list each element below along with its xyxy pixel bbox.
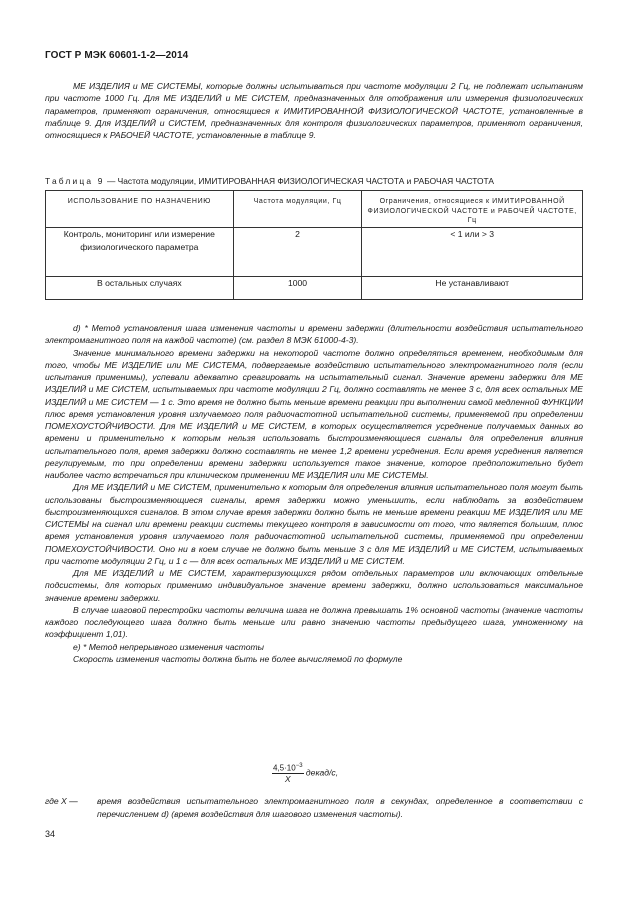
table-row	[46, 228, 583, 277]
body-text	[45, 322, 583, 665]
paragraph-sweep-rate: Скорость изменения частоты должна быть не более вычисляемой по формуле	[73, 653, 403, 664]
paragraph-step-size: В случае шаговой перестройки частоты величина шага не должна превышать 1% основной частоты (значение частоты каждого последующего шага должно быть меньше или равно значению частоты предыдущего шага, умноженному на коэффициент 1,01).	[45, 604, 583, 640]
paragraph-method-d: d) * Метод установления шага изменения частоты и времени задержки (длительности воздействия испытательного электромагнитного поля на каждой частоте) (см. раздел 8 МЭК 61000-4-3).	[45, 323, 583, 346]
table-caption	[45, 176, 585, 186]
paragraph-fast-signals: Для МЕ ИЗДЕЛИЙ и МЕ СИСТЕМ, применительно к которым для определения влияния испытательного поля могут быть использованы быстроизменяющиеся сигналы, время задержки можно уменьшить, если наблюдать за воздействием быстроизменяющихся сигналов. В этом случае время задержки должно быть не меньше времени реакции МЕ ИЗДЕЛИЯ или МЕ СИСТЕМЫ на сигнал или времени реакции системы текущего контроля в зависимости от того, что является большим, плюс время установления уровня излучаемого поля радиочастотной испытательной системы, применяемой при определении ПОМЕХОУСТОЙЧИВОСТИ. Оно ни в коем случае не должно быть меньше 3 с для МЕ ИЗДЕЛИЙ и МЕ СИСТЕМ, испытываемых при частоте модуляции 2 Гц, и 1 с — для всех остальных МЕ ИЗДЕЛИЙ и МЕ СИСТЕМ.	[45, 482, 583, 566]
formula-unit: декад/с,	[303, 767, 339, 778]
where-text: время воздействия испытательного электромагнитного поля в секундах, определенное в соответствии с перечислением d) (время воздействия для шагового изменения частоты).	[97, 796, 583, 819]
table-header-row	[46, 191, 583, 228]
formula-mantissa: 4,5·10	[273, 763, 296, 773]
where-label: где X —	[45, 796, 78, 806]
table-9	[45, 190, 583, 300]
table-caption-label: Таблица 9	[45, 176, 105, 186]
header-purpose: ИСПОЛЬЗОВАНИЕ ПО НАЗНАЧЕНИЮ	[46, 191, 234, 228]
table-caption-text: — Частота модуляции, ИМИТИРОВАННАЯ ФИЗИОЛОГИЧЕСКАЯ ЧАСТОТА и РАБОЧАЯ ЧАСТОТА	[104, 176, 494, 186]
formula-denominator: X	[284, 773, 291, 784]
formula-numerator	[272, 763, 304, 774]
cell-restrictions: Не устанавливают	[362, 277, 583, 300]
sweep-rate-formula	[272, 763, 338, 784]
cell-purpose: Контроль, мониторинг или измерение физиологического параметра	[46, 228, 234, 277]
formula-fraction	[272, 763, 304, 784]
intro-text	[45, 80, 583, 141]
standard-header: ГОСТ Р МЭК 60601-1-2—2014	[45, 50, 189, 61]
cell-purpose: В остальных случаях	[46, 277, 234, 300]
header-restrictions: Ограничения, относящиеся к ИМИТИРОВАННОЙ ФИЗИОЛОГИЧЕСКОЙ ЧАСТОТЕ и РАБОЧЕЙ ЧАСТОТЕ, Гц	[362, 191, 583, 228]
paragraph-multiple-parameters: Для МЕ ИЗДЕЛИЙ и МЕ СИСТЕМ, характеризующихся рядом отдельных параметров или включающих отдельные подсистемы, для которых применимо индивидуальное значение времени задержки, должно использоваться максимальное значение времени задержки.	[45, 568, 583, 603]
formula-exponent: −3	[295, 763, 303, 769]
paragraph-dwell-time: Значение минимального времени задержки на некоторой частоте должно определяться временем, необходимым для того, чтобы МЕ ИЗДЕЛИЕ или МЕ СИСТЕМА, подвергаемые воздействию испытательного электромагнитного поля (если испытания применимы), успевали адекватно среагировать на испытательный сигнал. Значение времени задержки для МЕ ИЗДЕЛИЙ и МЕ СИСТЕМ, испытываемых при частоте модуляции 2 Гц, должно составлять не менее 3 с, для всех остальных МЕ ИЗДЕЛИЙ и МЕ СИСТЕМ — 1 с. Это время не должно быть меньше времени реакции при выполнении самой медленной ФУНКЦИИ плюс время установления уровня излучаемого поля радиочастотной испытательной системы, применяемой при определении ПОМЕХОУСТОЙЧИВОСТИ. Для МЕ ИЗДЕЛИЙ и МЕ СИСТЕМ, в которых осуществляется усреднение получаемых данных во времени и применительно к которым нельзя использовать быстроизменяющиеся сигналы для определения влияния испытательного поля, время задержки должно составлять не менее 1,2 времени усреднения. Если время усреднения является регулируемым, то при определении времени задержки используется такое значение, которое предположительно будет наиболее часто встречаться при клиническом применении МЕ ИЗДЕЛИЯ или МЕ СИСТЕМЫ.	[45, 347, 583, 480]
paragraph-method-e: e) * Метод непрерывного изменения частоты	[73, 641, 264, 652]
table-row	[46, 277, 583, 300]
cell-restrictions: < 1 или > 3	[362, 228, 583, 277]
intro-paragraph: МЕ ИЗДЕЛИЯ и МЕ СИСТЕМЫ, которые должны испытываться при частоте модуляции 2 Гц, не подлежат испытаниям при частоте 1000 Гц. Для МЕ ИЗДЕЛИЙ и МЕ СИСТЕМ, предназначенных для отображения или измерения физиологических параметров, применяют ограничения, относящиеся к ИМИТИРОВАННОЙ ФИЗИОЛОГИЧЕСКОЙ ЧАСТОТЕ, установленные в таблице 9. Для ИЗДЕЛИЙ и СИСТЕМ, предназначенных для контроля физиологических параметров, применяют ограничения, относящиеся к РАБОЧЕЙ ЧАСТОТЕ, установленные в таблице 9.	[45, 81, 583, 140]
cell-modulation: 2	[233, 228, 362, 277]
page-number: 34	[45, 829, 56, 839]
header-modulation: Частота модуляции, Гц	[233, 191, 362, 228]
cell-modulation: 1000	[233, 277, 362, 300]
